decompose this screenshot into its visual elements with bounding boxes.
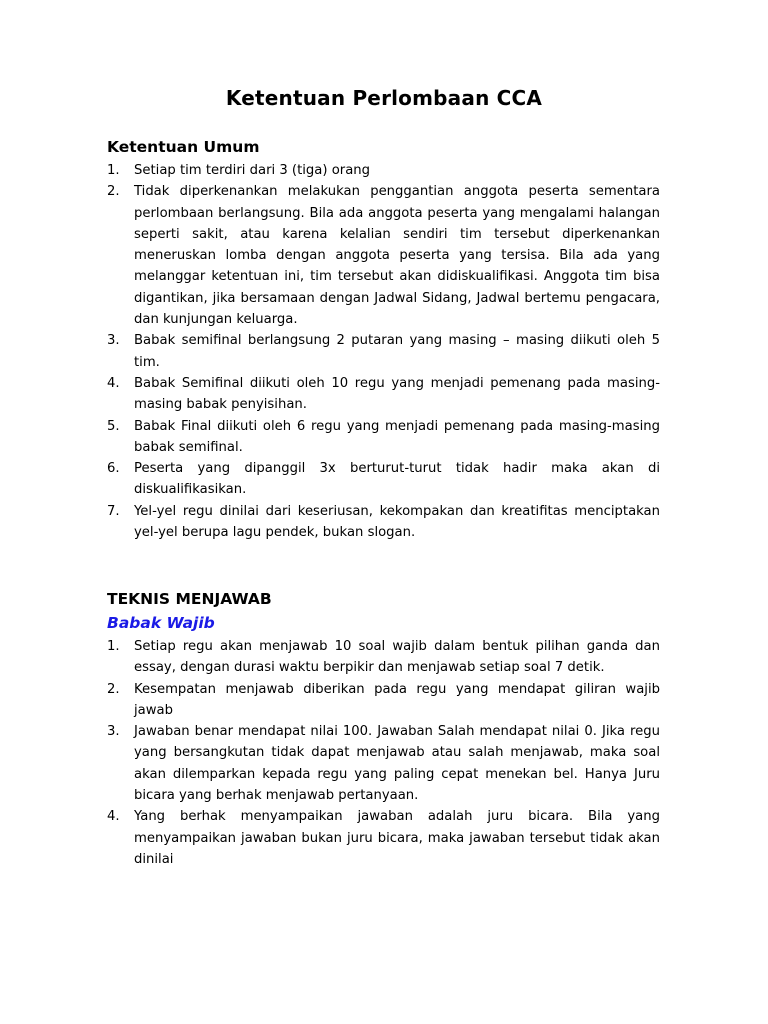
technical-rules-list [107, 636, 660, 870]
section-heading-technical: TEKNIS MENJAWAB [107, 590, 272, 608]
list-number: 2. [107, 681, 120, 697]
list-number: 1. [107, 639, 120, 654]
list-text: Jawaban benar mendapat nilai 100. Jawaban Salah mendapat nilai 0. Jika regu yang bersangkutan tidak dapat menjawab atau salah menjawab, maka soal akan dilemparkan kepada regu yang paling cepat menekan bel. Hanya Juru bicara yang berhak menjawab pertanyaan. [134, 724, 660, 804]
list-text: Babak Semifinal diikuti oleh 10 regu yang menjadi pemenang pada masing-masing babak penyisihan. [134, 375, 660, 413]
list-item [107, 160, 660, 181]
list-text: Yel-yel regu dinilai dari keseriusan, kekompakan dan kreatifitas menciptakan yel-yel berupa lagu pendek, bukan slogan. [134, 503, 660, 541]
list-number: 4. [107, 375, 120, 391]
document-title: Ketentuan Perlombaan CCA [225, 86, 543, 110]
list-number: 7. [107, 503, 120, 519]
list-text: Kesempatan menjawab diberikan pada regu yang mendapat giliran wajib jawab [134, 681, 660, 718]
list-item [107, 181, 660, 330]
list-number: 3. [107, 333, 120, 349]
list-item [107, 373, 660, 416]
list-item [107, 416, 660, 459]
list-number: 2. [107, 184, 120, 200]
list-text: Setiap tim terdiri dari 3 (tiga) orang [134, 163, 371, 178]
list-item [107, 806, 660, 870]
list-number: 4. [107, 809, 120, 825]
list-item [107, 330, 660, 373]
list-item [107, 679, 660, 722]
general-rules-list [107, 160, 660, 543]
list-text: Yang berhak menyampaikan jawaban adalah juru bicara. Bila yang menyampaikan jawaban bukan juru bicara, maka jawaban tersebut tidak akan dinilai [134, 809, 660, 867]
section-heading-general: Ketentuan Umum [107, 138, 260, 156]
list-item [107, 458, 660, 501]
list-text: Peserta yang dipanggil 3x berturut-turut tidak hadir maka akan di diskualifikasikan. [134, 461, 660, 498]
list-item [107, 636, 660, 679]
list-text: Babak semifinal berlangsung 2 putaran yang masing – masing diikuti oleh 5 tim. [134, 333, 660, 370]
list-number: 3. [107, 724, 120, 740]
list-item [107, 501, 660, 544]
list-number: 5. [107, 418, 120, 434]
list-number: 1. [107, 163, 120, 178]
list-text: Setiap regu akan menjawab 10 soal wajib dalam bentuk pilihan ganda dan essay, dengan durasi waktu berpikir dan menjawab setiap soal 7 detik. [134, 639, 660, 676]
list-text: Tidak diperkenankan melakukan penggantian anggota peserta sementara perlombaan berlangsung. Bila ada anggota peserta yang mengalami halangan seperti sakit, atau karena kelalian sendiri tim tersebut diperkenankan meneruskan lomba dengan anggota peserta yang tersisa. Bila ada yang melanggar ketentuan ini, tim tersebut akan didiskualifikasi. Anggota tim bisa digantikan, jika bersamaan dengan Jadwal Sidang, Jadwal bertemu pengacara, dan kunjungan keluarga. [134, 184, 660, 328]
subsection-heading-babak-wajib: Babak Wajib [107, 614, 215, 632]
list-item [107, 721, 660, 806]
list-number: 6. [107, 461, 120, 477]
list-text: Babak Final diikuti oleh 6 regu yang menjadi pemenang pada masing-masing babak semifinal. [134, 418, 660, 455]
